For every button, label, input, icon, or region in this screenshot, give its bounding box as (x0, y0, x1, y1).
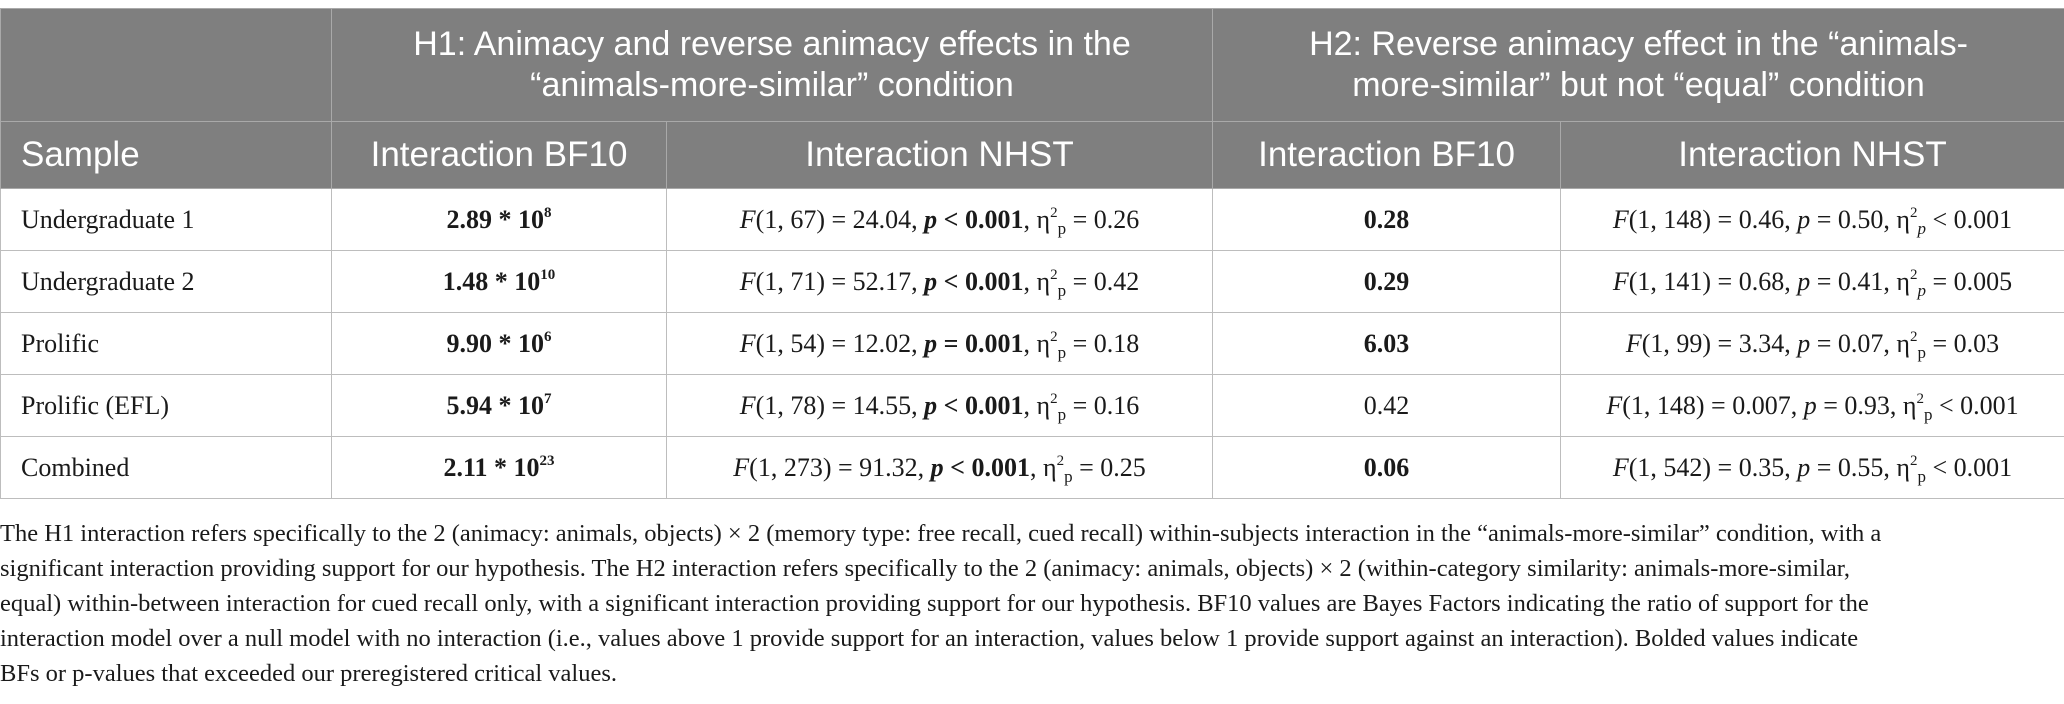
nhst-eta-subscript: p (1924, 404, 1933, 424)
nhst-eta-superscript: 2 (1910, 452, 1918, 469)
nhst-eta-relation: = (1066, 266, 1094, 296)
nhst-eta-subscript: p (1064, 466, 1073, 486)
header-h1-group (332, 9, 1213, 122)
nhst-eta-superscript: 2 (1050, 204, 1058, 221)
sample-cell: Prolific (1, 313, 332, 375)
nhst-eta-value: 0.001 (1960, 390, 2019, 420)
nhst-p-relation: = (1810, 266, 1838, 296)
nhst-f-symbol: F (1612, 204, 1629, 234)
nhst-p-value: 0.93 (1844, 390, 1890, 420)
nhst-p-symbol (924, 391, 1023, 420)
nhst-p-relation: < (937, 266, 965, 296)
nhst-p-value: 0.50 (1837, 204, 1884, 234)
nhst-df-statistic: (1, 78) = 14.55, (755, 390, 925, 420)
nhst-eta-symbol: η (1896, 204, 1910, 234)
nhst-eta-symbol: η (1042, 452, 1057, 482)
nhst-eta-subscript: p (1057, 218, 1067, 238)
nhst-p-value: 0.001 (964, 328, 1024, 358)
nhst-p-letter: p (1797, 204, 1811, 234)
nhst-df-statistic: (1, 67) = 24.04, (755, 204, 925, 234)
nhst-eta-superscript: 2 (1050, 266, 1058, 283)
nhst-eta-squared (1042, 452, 1073, 486)
h2-nhst-cell (1561, 313, 2064, 375)
nhst-eta-squared (1036, 266, 1067, 300)
h1-nhst-cell (667, 189, 1213, 251)
nhst-p-symbol (1797, 205, 1883, 234)
nhst-eta-subscript: p (1917, 342, 1926, 362)
nhst-eta-squared (1902, 390, 1933, 424)
nhst-df-statistic: (1, 54) = 12.02, (755, 328, 925, 358)
nhst-eta-symbol: η (1036, 328, 1051, 358)
sample-cell: Undergraduate 2 (1, 251, 332, 313)
nhst-eta-superscript: 2 (1910, 204, 1918, 221)
bf10-exponent: 7 (544, 390, 552, 407)
nhst-df-statistic: (1, 99) = 3.34, (1641, 328, 1798, 358)
nhst-separator: , (1883, 452, 1897, 482)
nhst-separator: , (1883, 204, 1897, 234)
table-row (1, 313, 2064, 375)
sample-cell: Combined (1, 437, 332, 499)
nhst-eta-relation: < (1926, 452, 1954, 482)
h1-bf10-cell (332, 251, 667, 313)
nhst-eta-value: 0.001 (1953, 452, 2013, 482)
nhst-eta-squared (1896, 328, 1926, 362)
nhst-eta-relation: = (1072, 452, 1101, 482)
nhst-p-relation: = (937, 328, 965, 358)
h1-nhst-cell (667, 437, 1213, 499)
nhst-eta-symbol: η (1896, 452, 1910, 482)
nhst-p-letter: p (924, 266, 938, 296)
nhst-eta-subscript: p (1057, 342, 1067, 362)
nhst-eta-symbol: η (1902, 390, 1917, 420)
nhst-p-letter: p (924, 328, 938, 358)
nhst-eta-value: 0.42 (1093, 266, 1140, 296)
nhst-eta-squared (1896, 266, 1926, 300)
nhst-df-statistic: (1, 148) = 0.007, (1622, 390, 1804, 420)
nhst-separator: , (1889, 390, 1903, 420)
nhst-eta-symbol: η (1896, 328, 1910, 358)
nhst-eta-squared (1036, 328, 1067, 362)
header-h2-line-1: H2: Reverse animacy effect in the “animals- (1309, 25, 1968, 63)
nhst-eta-squared (1896, 452, 1926, 486)
nhst-p-symbol (924, 205, 1023, 234)
nhst-eta-value: 0.005 (1953, 266, 2013, 296)
bf10-exponent: 8 (544, 204, 552, 221)
nhst-eta-superscript: 2 (1916, 390, 1924, 407)
h2-bf10-cell: 6.03 (1213, 313, 1561, 375)
table-row (1, 189, 2064, 251)
bf10-base: 2.89 * 10 (446, 204, 544, 234)
nhst-eta-relation: = (1926, 266, 1954, 296)
h1-nhst-cell (667, 251, 1213, 313)
nhst-p-value: 0.001 (964, 390, 1024, 420)
footnote-line: interaction model over a null model with no interaction (i.e., values above 1 provide support for an interaction, values below 1 provide support against an interaction). Bolded values indicate (0, 625, 1859, 652)
nhst-eta-subscript: p (1917, 466, 1926, 486)
nhst-separator: , (1029, 452, 1043, 482)
table-header (1, 9, 2064, 189)
nhst-p-relation: = (1810, 328, 1838, 358)
nhst-p-letter: p (1797, 328, 1811, 358)
nhst-p-symbol (1797, 267, 1883, 296)
header-group-row (1, 9, 2064, 122)
nhst-f-symbol: F (739, 390, 756, 420)
nhst-eta-value: 0.26 (1093, 204, 1140, 234)
nhst-eta-relation: = (1066, 390, 1094, 420)
nhst-eta-subscript: p (1057, 404, 1067, 424)
nhst-p-symbol (1797, 329, 1883, 358)
nhst-eta-superscript: 2 (1910, 328, 1918, 345)
nhst-p-relation: = (1816, 390, 1845, 420)
bf10-base: 2.11 * 10 (443, 452, 540, 482)
h2-bf10-cell: 0.29 (1213, 251, 1561, 313)
nhst-separator: , (1883, 328, 1897, 358)
nhst-eta-symbol: η (1036, 204, 1051, 234)
h2-nhst-cell (1561, 437, 2064, 499)
h2-bf10-cell: 0.28 (1213, 189, 1561, 251)
nhst-p-value: 0.07 (1837, 328, 1884, 358)
nhst-separator: , (1023, 390, 1037, 420)
bf10-base: 1.48 * 10 (442, 266, 541, 296)
h1-bf10-cell (332, 375, 667, 437)
nhst-f-symbol: F (1606, 390, 1623, 420)
nhst-p-relation: < (937, 204, 965, 234)
nhst-eta-symbol: η (1036, 390, 1051, 420)
nhst-p-letter: p (924, 390, 938, 420)
nhst-df-statistic: (1, 71) = 52.17, (755, 266, 925, 296)
table-row (1, 437, 2064, 499)
column-header-h2-nhst: Interaction NHST (1561, 122, 2064, 189)
nhst-eta-symbol: η (1036, 266, 1051, 296)
nhst-p-value: 0.001 (971, 452, 1030, 482)
h2-nhst-cell (1561, 375, 2064, 437)
nhst-p-letter: p (930, 452, 944, 482)
nhst-p-letter: p (1797, 266, 1811, 296)
nhst-p-symbol (931, 453, 1030, 482)
nhst-p-letter: p (924, 204, 938, 234)
header-empty-cell (1, 9, 332, 122)
nhst-eta-subscript: p (1057, 280, 1067, 300)
nhst-p-letter: p (1797, 452, 1811, 482)
nhst-p-symbol (924, 267, 1023, 296)
nhst-eta-value: 0.18 (1093, 328, 1140, 358)
nhst-p-symbol (1804, 391, 1890, 420)
header-column-row (1, 122, 2064, 189)
footnote-line: The H1 interaction refers specifically to the 2 (animacy: animals, objects) × 2 (memory type: free recall, cued recall) within-subjects interaction in the “animals-more-similar” condition, with a (0, 520, 1882, 547)
nhst-p-relation: = (1810, 204, 1838, 234)
nhst-eta-value: 0.25 (1100, 452, 1146, 482)
nhst-eta-value: 0.001 (1953, 204, 2013, 234)
nhst-df-statistic: (1, 273) = 91.32, (749, 452, 931, 482)
sample-cell: Prolific (EFL) (1, 375, 332, 437)
header-h1-line-1: H1: Animacy and reverse animacy effects in the (413, 25, 1131, 63)
nhst-eta-relation: = (1066, 328, 1094, 358)
header-h1-line-2: “animals-more-similar” condition (530, 66, 1014, 104)
nhst-eta-relation: < (1926, 204, 1954, 234)
nhst-eta-subscript: p (1917, 280, 1926, 300)
h1-bf10-cell (332, 189, 667, 251)
results-table-container (0, 8, 2064, 499)
h2-nhst-cell (1561, 251, 2064, 313)
bf10-base: 9.90 * 10 (446, 328, 544, 358)
bf10-exponent: 23 (539, 452, 555, 469)
h1-bf10-cell (332, 437, 667, 499)
nhst-f-symbol: F (733, 452, 750, 482)
column-header-h2-bf10: Interaction BF10 (1213, 122, 1561, 189)
nhst-f-symbol: F (1612, 452, 1629, 482)
h1-nhst-cell (667, 375, 1213, 437)
nhst-separator: , (1023, 328, 1037, 358)
nhst-eta-symbol: η (1896, 266, 1910, 296)
nhst-df-statistic: (1, 542) = 0.35, (1628, 452, 1798, 482)
nhst-eta-relation: < (1932, 390, 1961, 420)
nhst-df-statistic: (1, 141) = 0.68, (1628, 266, 1798, 296)
nhst-separator: , (1883, 266, 1897, 296)
sample-cell: Undergraduate 1 (1, 189, 332, 251)
h1-bf10-cell (332, 313, 667, 375)
h1-nhst-cell (667, 313, 1213, 375)
h2-bf10-cell: 0.42 (1213, 375, 1561, 437)
bf10-base: 5.94 * 10 (446, 390, 544, 420)
table-row (1, 251, 2064, 313)
nhst-eta-squared (1036, 390, 1067, 424)
table-row (1, 375, 2064, 437)
column-header-sample: Sample (1, 122, 332, 189)
column-header-h1-bf10: Interaction BF10 (332, 122, 667, 189)
nhst-eta-relation: = (1066, 204, 1094, 234)
nhst-p-relation: = (1810, 452, 1838, 482)
nhst-p-value: 0.001 (964, 266, 1024, 296)
nhst-separator: , (1023, 266, 1037, 296)
nhst-eta-superscript: 2 (1050, 390, 1058, 407)
h2-nhst-cell (1561, 189, 2064, 251)
nhst-p-symbol (1797, 453, 1883, 482)
nhst-eta-superscript: 2 (1910, 266, 1918, 283)
nhst-p-symbol (924, 329, 1023, 358)
column-header-h1-nhst: Interaction NHST (667, 122, 1213, 189)
nhst-eta-superscript: 2 (1050, 328, 1058, 345)
table-body (1, 189, 2064, 499)
nhst-eta-squared (1896, 204, 1926, 238)
bf10-exponent: 10 (540, 266, 556, 283)
nhst-eta-value: 0.03 (1953, 328, 2000, 358)
nhst-p-value: 0.41 (1837, 266, 1884, 296)
footnote-line: significant interaction providing support for our hypothesis. The H2 interaction refers specifically to the 2 (animacy: animals, objects) × 2 (within-category similarity: animals-more-similar, (0, 555, 1851, 582)
nhst-p-relation: < (937, 390, 965, 420)
nhst-eta-value: 0.16 (1093, 390, 1140, 420)
nhst-eta-subscript: p (1917, 218, 1926, 238)
nhst-f-symbol: F (739, 204, 756, 234)
table-footnote (0, 516, 2064, 691)
nhst-p-value: 0.55 (1837, 452, 1884, 482)
nhst-separator: , (1023, 204, 1037, 234)
nhst-eta-relation: = (1926, 328, 1954, 358)
bf10-exponent: 6 (544, 328, 552, 345)
header-h2-line-2: more-similar” but not “equal” condition (1352, 66, 1925, 104)
nhst-f-symbol: F (739, 328, 756, 358)
nhst-f-symbol: F (1612, 266, 1629, 296)
h2-bf10-cell: 0.06 (1213, 437, 1561, 499)
nhst-p-value: 0.001 (964, 204, 1024, 234)
nhst-eta-superscript: 2 (1056, 452, 1065, 469)
nhst-df-statistic: (1, 148) = 0.46, (1628, 204, 1798, 234)
nhst-p-relation: < (943, 452, 972, 482)
header-h2-group (1213, 9, 2064, 122)
nhst-f-symbol: F (1625, 328, 1642, 358)
nhst-p-letter: p (1803, 390, 1817, 420)
results-table (0, 8, 2064, 499)
nhst-eta-squared (1036, 204, 1067, 238)
nhst-f-symbol: F (739, 266, 756, 296)
footnote-line: equal) within-between interaction for cued recall only, with a significant interaction providing support for our hypothesis. BF10 values are Bayes Factors indicating the ratio of support for the (0, 590, 1869, 617)
footnote-line: BFs or p-values that exceeded our preregistered critical values. (0, 660, 618, 687)
